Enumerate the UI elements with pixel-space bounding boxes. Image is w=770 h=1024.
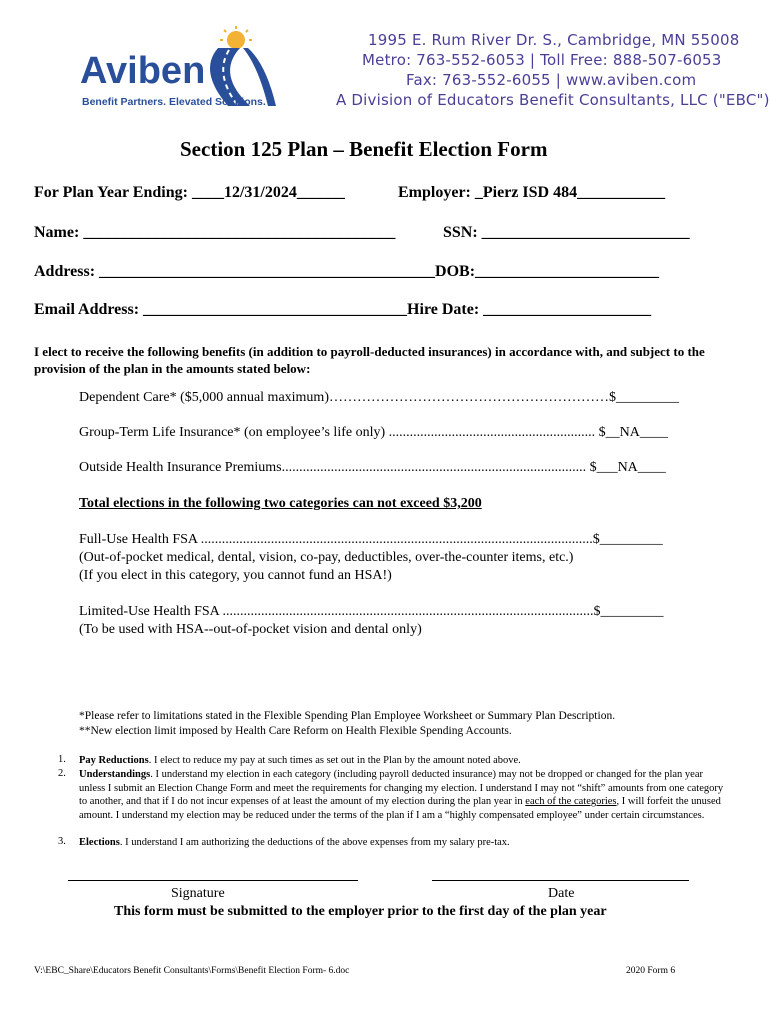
name-field[interactable]: Name: _______________________________________ <box>34 224 396 241</box>
file-path: V:\EBC_Share\Educators Benefit Consultants\Forms\Benefit Election Form- 6.doc <box>34 966 350 976</box>
date-line[interactable] <box>432 880 689 881</box>
submission-deadline-note: This form must be submitted to the employer prior to the first day of the plan year <box>114 904 607 919</box>
total-elections-note: Total elections in the following two categories can not exceed $3,200 <box>79 496 482 511</box>
full-use-fsa-desc: (Out-of-pocket medical, dental, vision, co-pay, deductibles, over-the-counter items, etc.) <box>79 550 574 565</box>
term-title: Understandings <box>79 769 151 780</box>
employer-field[interactable]: Employer: _Pierz ISD 484___________ <box>398 184 666 201</box>
company-phones: Metro: 763-552-6053 | Toll Free: 888-507-6053 <box>362 51 722 69</box>
email-hire-date-field[interactable]: Email Address: _________________________________Hire Date: _____________________ <box>34 301 652 318</box>
election-intro: I elect to receive the following benefits (in addition to payroll-deducted insurances) in accordance with, and subject to the provision of the plan in the amounts stated below: <box>34 344 705 376</box>
limited-use-fsa-desc: (To be used with HSA--out-of-pocket vision and dental only) <box>79 622 422 637</box>
term-title: Pay Reductions <box>79 755 149 766</box>
logo <box>78 26 268 110</box>
logo-name: Aviben <box>80 50 206 92</box>
company-fax-web: Fax: 763-552-6055 | www.aviben.com <box>406 71 697 89</box>
company-division: A Division of Educators Benefit Consultants, LLC ("EBC") <box>336 91 770 109</box>
term-number: 3. <box>58 836 66 847</box>
full-use-fsa-line[interactable]: Full-Use Health FSA ................................................................................................................$_________ <box>79 532 663 547</box>
dependent-care-line[interactable]: Dependent Care* ($5,000 annual maximum)……………………………………………………$_________ <box>79 390 679 405</box>
term-number: 1. <box>58 754 66 765</box>
term-underlined: each of the categories <box>525 796 617 807</box>
address-dob-field[interactable]: Address: __________________________________________DOB:_______________________ <box>34 263 660 280</box>
full-use-fsa-hsa-warning: (If you elect in this category, you cannot fund an HSA!) <box>79 568 392 583</box>
term-text: . I understand my election in each category (including payroll deducted insurance) may not be dropped or changed for the plan year unless I submit an Election Change Form and meet the requirements for changing my election. I understand I may not “shift” amounts from one category to another, and that if I do not incur expenses of at least the amount of my election during the plan year in <box>79 769 724 807</box>
outside-health-line[interactable]: Outside Health Insurance Premiums....................................................................................... $___NA____ <box>79 460 666 475</box>
term-title: Elections <box>79 837 120 848</box>
term-text: , I will forfeit the unused amount. I understand my election may be reduced under the terms of the plan if I am a “highly compensated employee” under certain circumstances. <box>79 796 721 821</box>
signature-label: Signature <box>171 886 225 901</box>
date-label: Date <box>548 886 575 901</box>
plan-year-field[interactable]: For Plan Year Ending: ____12/31/2024______ <box>34 184 345 201</box>
term-text: . I understand I am authorizing the deductions of the above expenses from my salary pre-tax. <box>119 837 510 848</box>
logo-tagline: Benefit Partners. Elevated Solutions. <box>82 96 266 108</box>
company-address: 1995 E. Rum River Dr. S., Cambridge, MN 55008 <box>368 31 740 49</box>
form-version: 2020 Form 6 <box>626 966 676 976</box>
worksheet-note: *Please refer to limitations stated in the Flexible Spending Plan Employee Worksheet or Summary Plan Description. <box>79 710 616 722</box>
term-elections <box>79 836 729 850</box>
limited-use-fsa-line[interactable]: Limited-Use Health FSA ..........................................................................................................$_________ <box>79 604 664 619</box>
ssn-field[interactable]: SSN: __________________________ <box>443 224 690 241</box>
term-text: . I elect to reduce my pay at such times as set out in the Plan by the amount noted above. <box>148 755 521 766</box>
health-care-reform-note: **New election limit imposed by Health Care Reform on Health Flexible Spending Accounts. <box>79 725 512 737</box>
term-pay-reductions <box>79 754 729 768</box>
term-number: 2. <box>58 768 66 779</box>
signature-line[interactable] <box>68 880 358 881</box>
term-understandings <box>79 768 729 822</box>
group-term-life-line[interactable]: Group-Term Life Insurance* (on employee’s life only) ........................................................... $__NA____ <box>79 425 668 440</box>
form-title: Section 125 Plan – Benefit Election Form <box>180 137 548 161</box>
